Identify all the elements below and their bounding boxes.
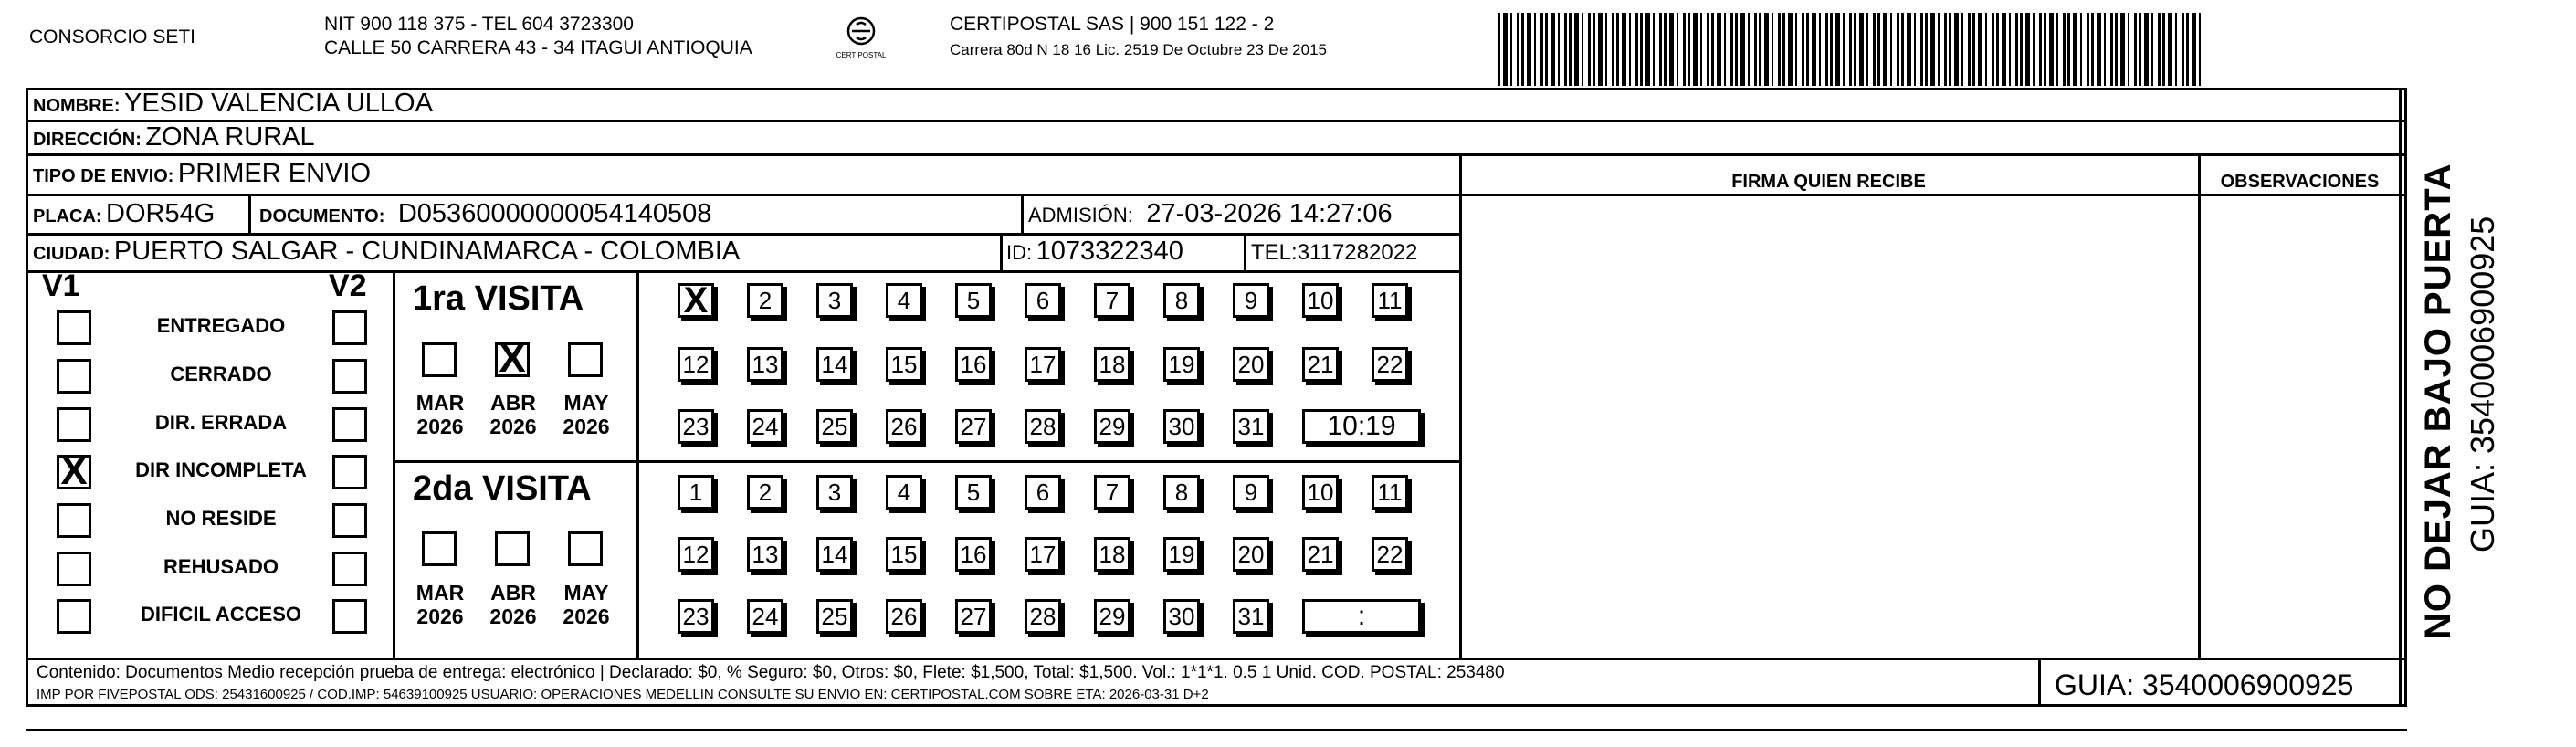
day-box[interactable]: 9 [1233,475,1269,510]
month-checkbox[interactable] [495,336,530,381]
day-box[interactable]: 10 [1302,283,1339,318]
month-year: 2026 [416,415,464,438]
status-label: DIR. ERRADA [154,411,288,434]
firma-label: FIRMA QUIEN RECIBE [1731,172,1926,192]
month-year: 2026 [563,605,610,628]
day-box[interactable]: 27 [955,409,992,444]
day-box[interactable]: 2 [747,283,783,318]
barcode [1498,13,2201,86]
status-label: ENTREGADO [156,314,286,337]
day-box[interactable]: 14 [816,537,853,572]
direccion-row [33,122,315,153]
month-checkbox[interactable] [495,531,530,566]
day-box[interactable]: 29 [1094,599,1130,634]
cell-divider [248,196,251,233]
observaciones-label: OBSERVACIONES [2220,172,2380,192]
row-divider [26,194,1459,196]
first-visit-label: 1ra VISITA [413,279,584,318]
row-divider [26,153,2407,156]
documento-label: DOCUMENTO: [259,206,385,226]
day-box[interactable]: 22 [1372,347,1408,382]
ciudad-value: PUERTO SALGAR - CUNDINAMARCA - COLOMBIA [113,237,741,266]
tel-label: TEL: [1251,240,1298,265]
day-box[interactable]: 12 [678,347,714,382]
company-name: CONSORCIO SETI [29,26,196,47]
row-divider [26,658,2407,660]
v2-checkbox[interactable] [332,359,367,394]
day-box[interactable]: 27 [955,599,992,634]
month-label [559,391,614,438]
day-box[interactable]: 17 [1025,347,1061,382]
day-box[interactable]: 26 [886,409,922,444]
placa-value: DOR54G [106,199,216,228]
tel-cell [1251,240,1417,266]
month-year: 2026 [563,415,610,438]
row-divider [26,270,1459,273]
day-box[interactable]: 4 [886,475,922,510]
nombre-label: NOMBRE: [33,96,121,116]
month-name: ABR [490,391,536,415]
day-box[interactable]: 11 [1372,283,1408,318]
day-box[interactable]: 24 [747,599,783,634]
month-name: MAR [415,391,465,415]
placa-cell [33,199,215,229]
month-label [413,391,468,438]
cell-divider [1244,236,1246,270]
day-box[interactable]: 6 [1025,475,1061,510]
v2-checkbox[interactable] [332,310,367,345]
nombre-row [33,89,433,119]
day-box[interactable]: 21 [1302,537,1339,572]
v1-label: V1 [42,268,80,303]
day-box[interactable]: 19 [1163,537,1200,572]
day-box[interactable]: 11 [1372,475,1408,510]
day-box[interactable]: 28 [1025,599,1061,634]
status-label: REHUSADO [163,555,279,578]
cell-divider [1021,196,1024,233]
day-box[interactable]: 9 [1233,283,1269,318]
month-checkbox[interactable] [568,531,603,566]
contenido-line: Contenido: Documentos Medio recepción prueba de entrega: electrónico | Declarado: $0, % Seguro: $0, Otros: $0, Flete: $1,500, Total: $1,500. Vol.: 1*1*1. 0.5 1 Unid. COD. POSTAL: 253480 [37,663,1505,682]
bottom-rule [26,729,2407,731]
ciudad-label: CIUDAD: [33,244,110,264]
day-box[interactable]: 25 [816,599,853,634]
day-box[interactable]: 5 [955,283,992,318]
month-label [486,391,541,438]
documento-value: D05360000000054140508 [397,199,712,228]
id-label: ID: [1006,241,1033,264]
month-label [559,581,614,628]
row-divider [26,120,2407,122]
v1-checkbox[interactable] [57,407,91,442]
day-box[interactable]: 3 [816,283,853,318]
day-box[interactable]: 4 [886,283,922,318]
month-checkbox[interactable] [568,342,603,377]
documento-cell [259,199,711,229]
logo-text: CERTIPOSTAL [836,51,887,59]
day-box[interactable]: 30 [1163,599,1200,634]
tel-value: 3117282022 [1297,240,1418,265]
day-box[interactable]: 8 [1163,475,1200,510]
month-checkbox[interactable] [422,342,457,377]
imp-line: IMP POR FIVEPOSTAL ODS: 25431600925 / COD.IMP: 54639100925 USUARIO: OPERACIONES MEDELLIN CONSULTE SU ENVIO EN: CERTIPOSTAL.COM SOBRE ETA: 2026-03-31 D+2 [37,687,1209,702]
ciudad-cell [33,237,740,267]
visit-time-box[interactable]: : [1302,599,1421,634]
status-label: DIFICIL ACCESO [140,603,301,626]
day-box[interactable]: 20 [1233,537,1269,572]
cell-divider [1000,236,1003,270]
day-box[interactable]: X [678,283,714,318]
status-label: CERRADO [170,363,272,385]
check-mark: X [60,448,88,493]
day-box[interactable]: 1 [678,475,714,510]
status-label: DIR INCOMPLETA [135,458,307,481]
v1-checkbox[interactable] [57,448,91,493]
v1-checkbox[interactable] [57,359,91,394]
month-name: ABR [490,581,536,605]
day-box[interactable]: 16 [955,347,992,382]
month-year: 2026 [416,605,464,628]
v2-checkbox[interactable] [332,599,367,634]
day-box[interactable]: 21 [1302,347,1339,382]
day-box[interactable]: 28 [1025,409,1061,444]
v1-checkbox[interactable] [57,552,91,586]
direccion-label: DIRECCIÓN: [33,130,142,150]
col-divider [2038,658,2041,707]
id-cell [1006,237,1183,267]
day-box[interactable]: 17 [1025,537,1061,572]
admision-value: 27-03-2026 14:27:06 [1146,199,1393,228]
day-box[interactable]: 5 [955,475,992,510]
v2-label: V2 [329,268,367,303]
status-label: NO RESIDE [165,507,277,530]
day-box[interactable]: 14 [816,347,853,382]
day-box[interactable]: 22 [1372,537,1408,572]
section-divider [393,460,1459,463]
day-box[interactable]: 31 [1233,599,1269,634]
direccion-value: ZONA RURAL [145,122,315,152]
nombre-value: YESID VALENCIA ULLOA [124,89,433,118]
month-label [413,581,468,628]
col-divider [2399,88,2402,707]
v2-checkbox[interactable] [332,455,367,489]
second-visit-label: 2da VISITA [413,469,592,508]
day-box[interactable]: 23 [678,599,714,634]
day-box[interactable]: 10 [1302,475,1339,510]
day-box[interactable]: 7 [1094,283,1130,318]
day-box[interactable]: 26 [886,599,922,634]
v2-checkbox[interactable] [332,503,367,538]
address-line: CALLE 50 CARRERA 43 - 34 ITAGUI ANTIOQUIA [324,37,752,58]
license-line: Carrera 80d N 18 16 Lic. 2519 De Octubre 23 De 2015 [950,41,1327,58]
day-box[interactable]: 2 [747,475,783,510]
tipo-label: TIPO DE ENVIO: [33,166,174,186]
tipo-value: PRIMER ENVIO [177,159,372,188]
day-box[interactable]: 24 [747,409,783,444]
day-box[interactable]: 18 [1094,537,1130,572]
day-box[interactable]: 16 [955,537,992,572]
tipo-row [33,159,371,189]
day-box[interactable]: 29 [1094,409,1130,444]
day-box[interactable]: 20 [1233,347,1269,382]
v1-checkbox[interactable] [57,503,91,538]
side-guia-text: GUIA: 3540006900925 [2464,216,2501,552]
day-box[interactable]: 12 [678,537,714,572]
visit-time-box[interactable]: 10:19 [1302,409,1421,444]
section-divider [393,273,395,658]
no-dejar-text: NO DEJAR BAJO PUERTA [2418,163,2458,639]
day-box[interactable]: 15 [886,537,922,572]
day-box[interactable]: 8 [1163,283,1200,318]
day-box[interactable]: 15 [886,347,922,382]
footer-guia: GUIA: 3540006900925 [2055,668,2354,701]
day-box[interactable]: 7 [1094,475,1130,510]
row-divider [1459,194,2407,196]
certipostal-logo [829,11,893,66]
nit-line: NIT 900 118 375 - TEL 604 3723300 [324,14,634,35]
v1-checkbox[interactable] [57,310,91,345]
month-name: MAR [415,581,465,605]
admision-label: ADMISIÓN: [1028,204,1133,226]
month-name: MAY [563,581,609,605]
admision-cell [1028,199,1393,229]
month-name: MAY [563,391,609,415]
section-divider [636,273,639,658]
day-box[interactable]: 3 [816,475,853,510]
month-year: 2026 [489,415,537,438]
col-divider [1459,156,1462,658]
month-label [486,581,541,628]
v1-checkbox[interactable] [57,599,91,634]
id-value: 1073322340 [1036,237,1183,266]
day-box[interactable]: 13 [747,347,783,382]
v2-checkbox[interactable] [332,552,367,586]
day-box[interactable]: 25 [816,409,853,444]
day-box[interactable]: 30 [1163,409,1200,444]
month-year: 2026 [489,605,537,628]
day-box[interactable]: 19 [1163,347,1200,382]
certipostal-line: CERTIPOSTAL SAS | 900 151 122 - 2 [950,14,1275,35]
month-checkbox[interactable] [422,531,457,566]
check-mark: X [499,336,526,381]
day-box[interactable]: 31 [1233,409,1269,444]
col-divider [2198,156,2201,658]
v2-checkbox[interactable] [332,407,367,442]
day-box[interactable]: 23 [678,409,714,444]
day-box[interactable]: 13 [747,537,783,572]
day-box[interactable]: 18 [1094,347,1130,382]
day-box[interactable]: 6 [1025,283,1061,318]
placa-label: PLACA: [33,206,102,226]
